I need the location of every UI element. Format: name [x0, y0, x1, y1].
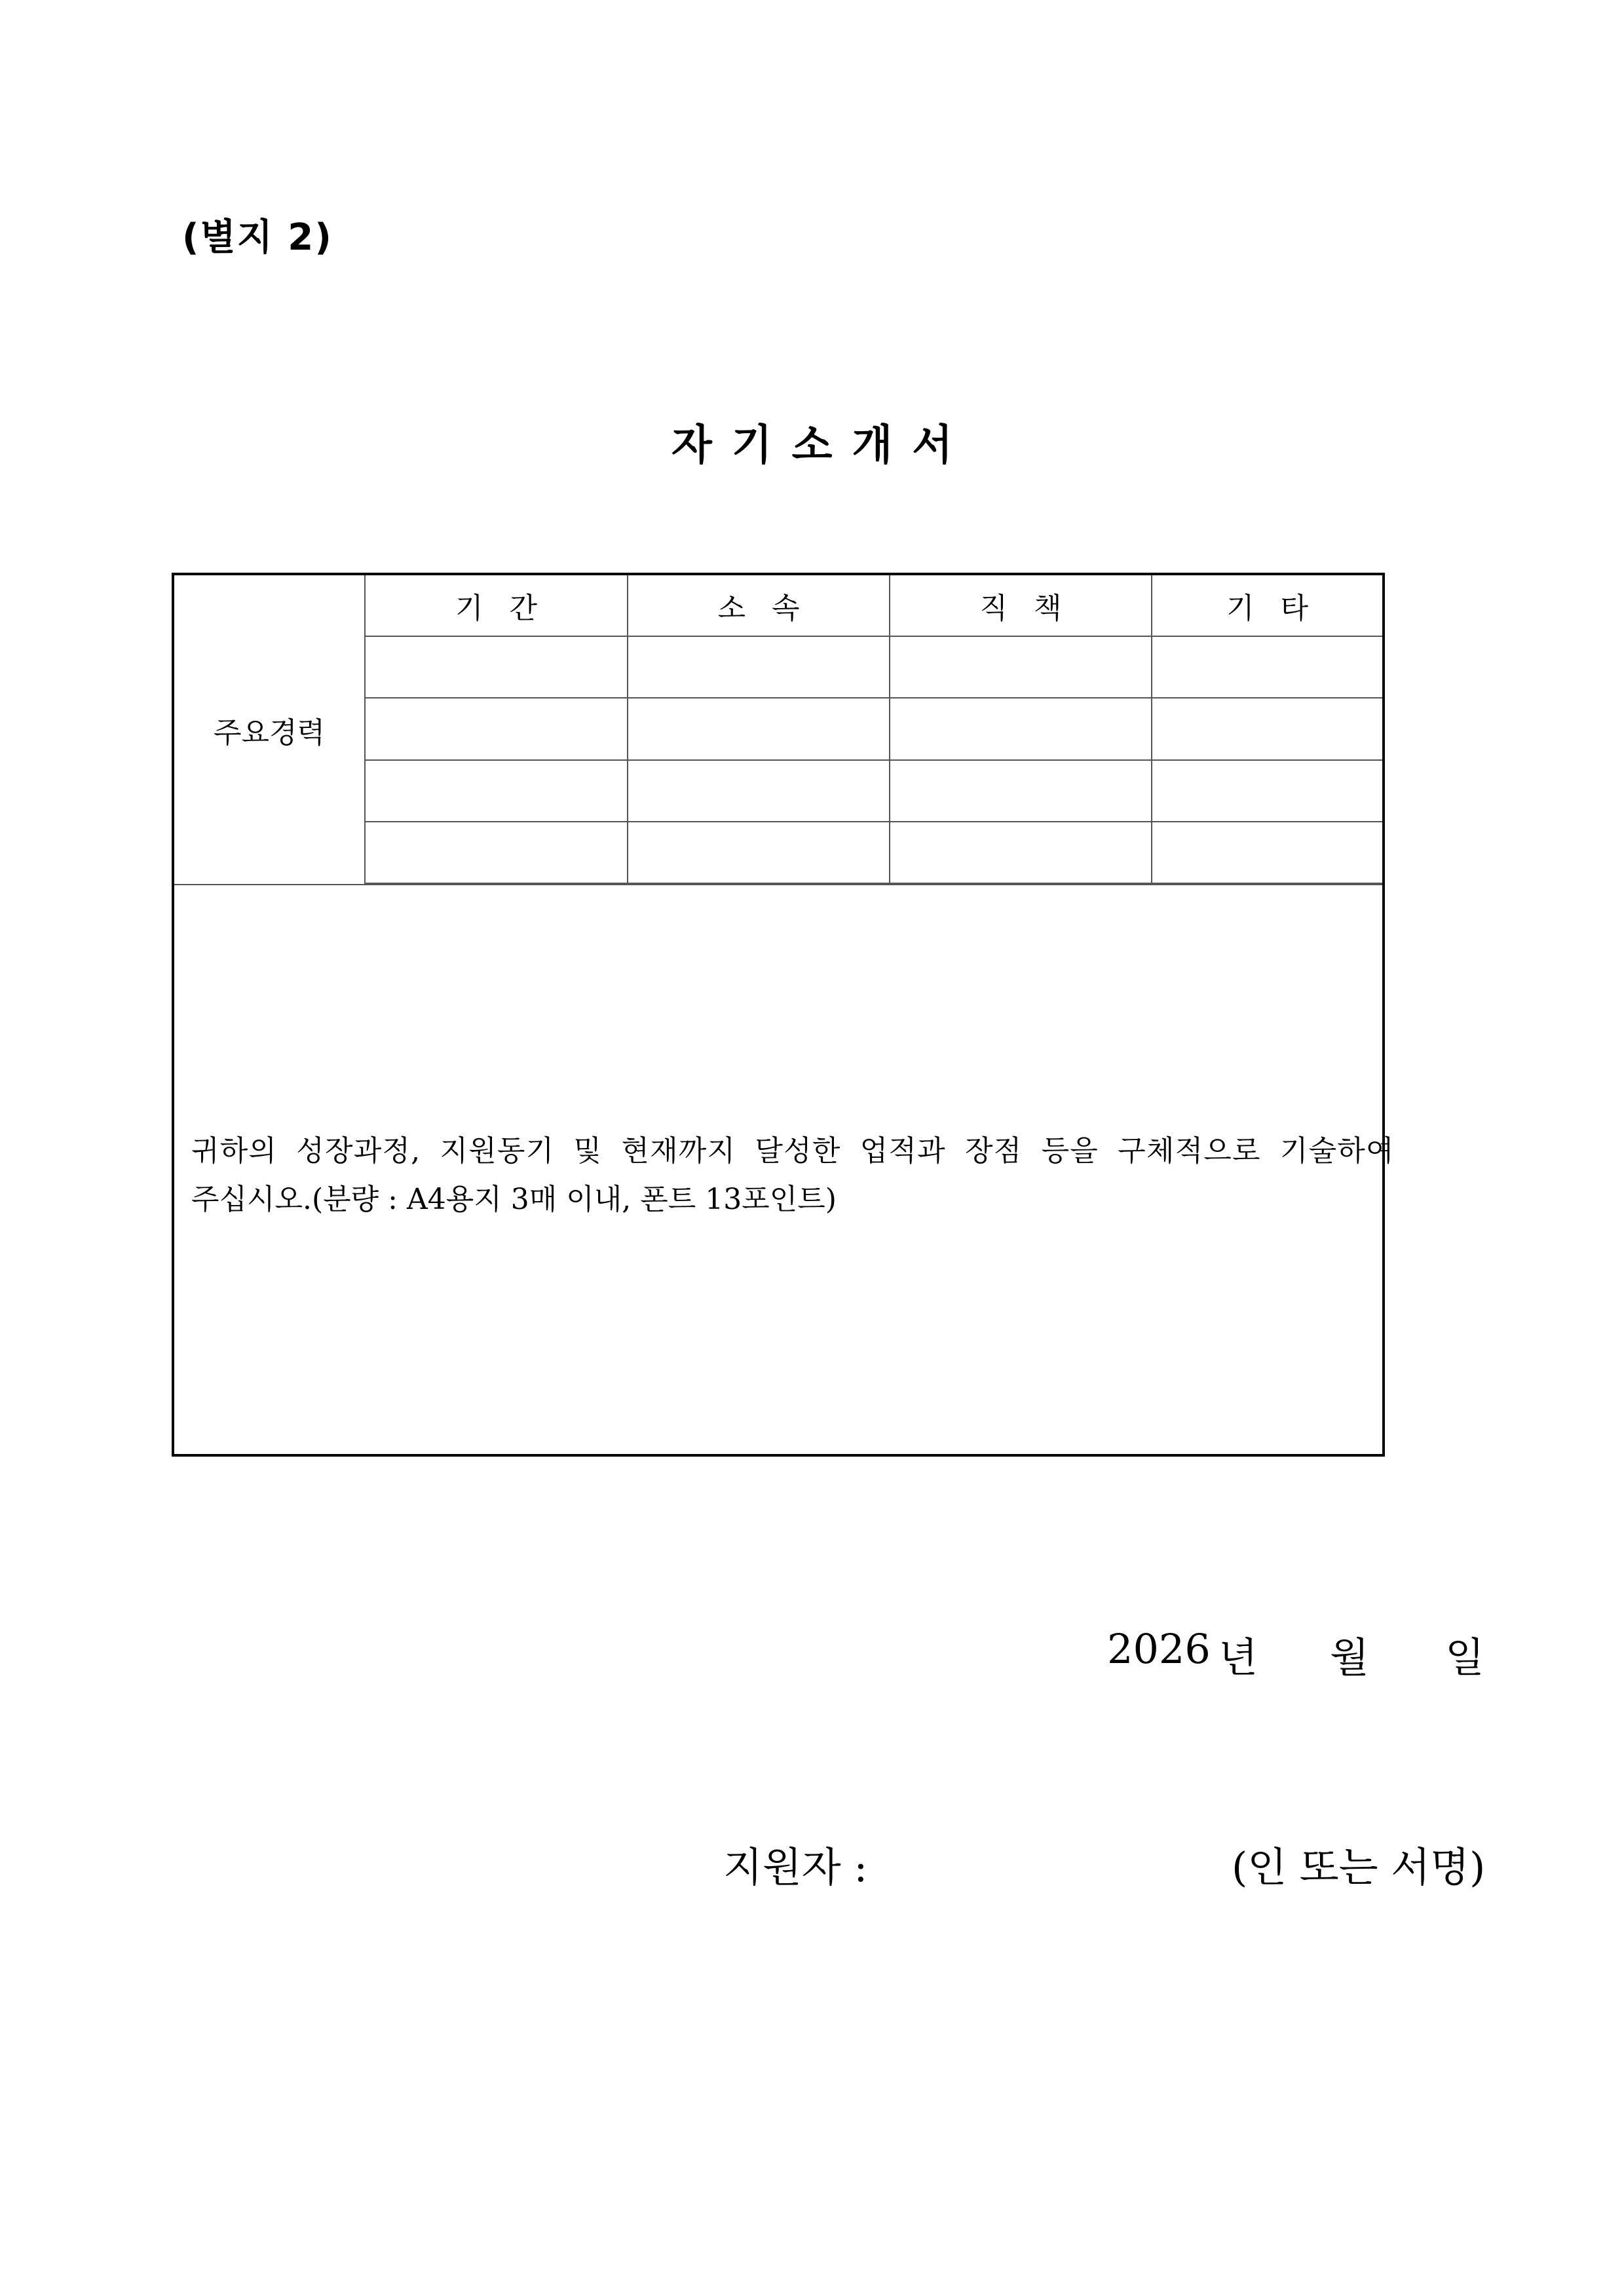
self-introduction-form [172, 573, 1395, 1457]
career-row [366, 822, 1382, 883]
career-cell-position[interactable] [890, 822, 1152, 883]
career-cell-position[interactable] [890, 760, 1152, 822]
header-affiliation: 소속 [628, 575, 890, 636]
career-section-label: 주요경력 [174, 575, 366, 884]
career-cell-period[interactable] [366, 636, 628, 698]
career-cell-position[interactable] [890, 698, 1152, 759]
career-cell-position[interactable] [890, 636, 1152, 698]
career-cell-other[interactable] [1152, 822, 1382, 883]
document-title: 자기소개서 [671, 421, 973, 470]
date-year: 2026 [1107, 1625, 1211, 1673]
instruction-text-line-2: 주십시오.(분량 : A4용지 3매 이내, 폰트 13포인트) [191, 1183, 837, 1216]
career-cell-affiliation[interactable] [628, 636, 890, 698]
career-row [366, 760, 1382, 822]
header-position: 직책 [890, 575, 1152, 636]
career-cell-period[interactable] [366, 698, 628, 759]
essay-area[interactable] [191, 1127, 1395, 1224]
date-year-unit: 년 [1218, 1634, 1258, 1681]
career-cell-affiliation[interactable] [628, 822, 890, 883]
career-header-row [366, 575, 1382, 636]
instruction-text-line-1: 귀하의 성장과정, 지원동기 및 현재까지 달성한 업적과 장점 등을 구체적으로 기술하여 [191, 1134, 1395, 1168]
career-cell-affiliation[interactable] [628, 760, 890, 822]
applicant-label: 지원자 : [723, 1843, 868, 1891]
applicant-line [0, 1835, 1624, 1891]
header-period: 기간 [366, 575, 628, 636]
career-cell-other[interactable] [1152, 698, 1382, 759]
section-divider [174, 884, 1382, 885]
career-cell-period[interactable] [366, 760, 628, 822]
career-cell-other[interactable] [1152, 760, 1382, 822]
seal-or-signature-note: (인 또는 서명) [1232, 1843, 1486, 1891]
date-day-unit: 일 [1445, 1634, 1484, 1681]
annex-label: (별지 2) [182, 216, 333, 259]
header-other: 기타 [1152, 575, 1382, 636]
career-row [366, 698, 1382, 759]
career-cell-affiliation[interactable] [628, 698, 890, 759]
career-row [366, 636, 1382, 698]
career-cell-other[interactable] [1152, 636, 1382, 698]
career-table [366, 575, 1382, 884]
career-cell-period[interactable] [366, 822, 628, 883]
date-month-unit: 월 [1330, 1634, 1369, 1681]
